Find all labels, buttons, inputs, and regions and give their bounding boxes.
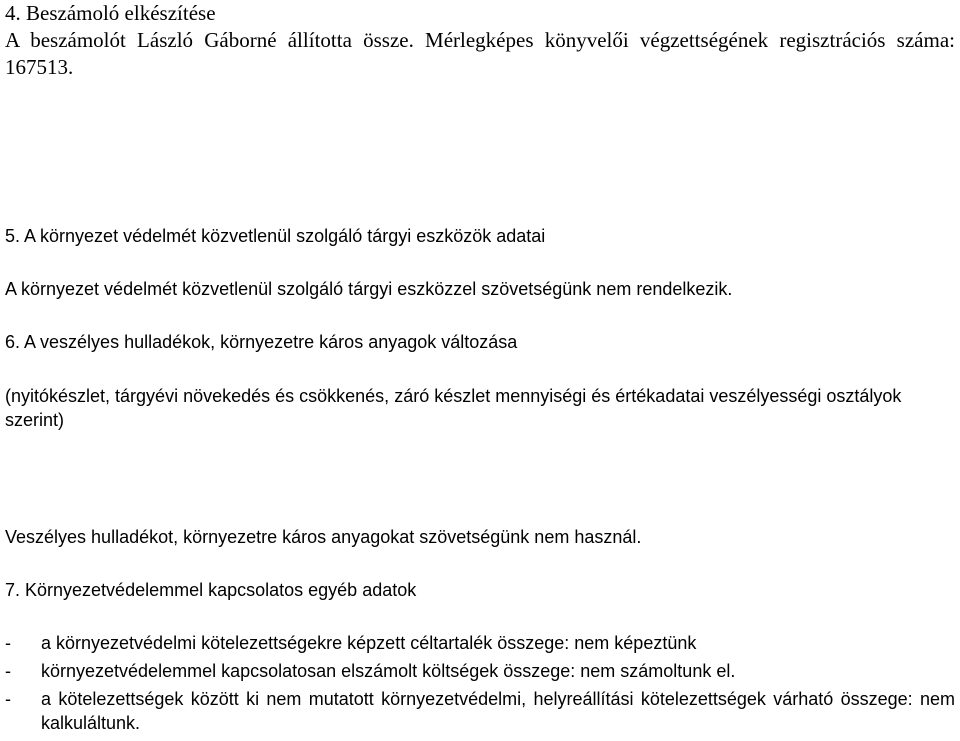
list-item [5,687,955,735]
list-item [5,631,955,655]
bullet-dash: - [5,689,11,709]
section-7-heading: 7. Környezetvédelemmel kapcsolatos egyéb adatok [5,580,417,600]
section-6-heading: 6. A veszélyes hulladékok, környezetre káros anyagok változása [5,332,518,352]
list-item [5,659,955,683]
list-item-text: a kötelezettségek között ki nem mutatott környezetvédelmi, helyreállítási kötelezettségek várható összege: nem kalkuláltunk. [41,689,955,733]
list-item-text: a környezetvédelmi kötelezettségekre képzett céltartalék összege: nem képeztünk [41,633,697,653]
section-4-paragraph: A beszámolót László Gáborné állította össze. Mérlegképes könyvelői végzettségének regisztrációs száma: 167513. [5,28,955,79]
section-4-heading: 4. Beszámoló elkészítése [5,1,216,25]
section-6-paragraph: Veszélyes hulladékot, környezetre káros anyagokat szövetségünk nem használ. [5,527,642,547]
section-5-heading: 5. A környezet védelmét közvetlenül szolgáló tárgyi eszközök adatai [5,226,546,246]
section-5-paragraph: A környezet védelmét közvetlenül szolgáló tárgyi eszközzel szövetségünk nem rendelkezik. [5,279,733,299]
bullet-dash: - [5,633,11,653]
list-item-text: környezetvédelemmel kapcsolatosan elszámolt költségek összege: nem számoltunk el. [41,661,736,681]
bullet-dash: - [5,661,11,681]
section-6-note: (nyitókészlet, tárgyévi növekedés és csökkenés, záró készlet mennyiségi és értékadatai veszélyességi osztályok szerint) [5,386,902,430]
